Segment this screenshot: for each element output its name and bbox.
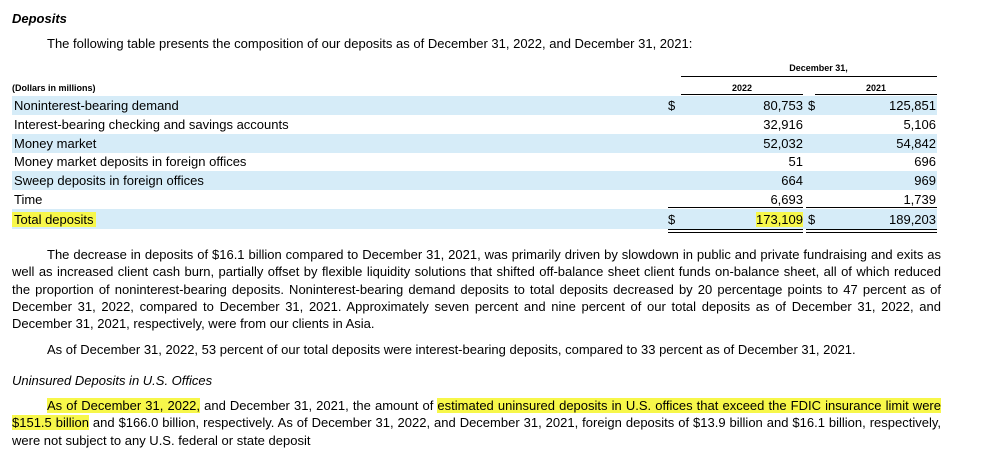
value-2021: 1,739	[903, 192, 936, 207]
subtotal-rule	[668, 207, 803, 208]
highlight-date: As of December 31, 2022,	[47, 398, 201, 413]
value-2021: 969	[914, 173, 936, 188]
row-label: Interest-bearing checking and savings accounts	[14, 117, 289, 132]
value-2021: 5,106	[903, 117, 936, 132]
header-rule	[815, 94, 937, 95]
paragraph-uninsured: As of December 31, 2022, and December 31, 2021, the amount of estimated uninsured deposits in U.S. offices that exceed the FDIC insurance limit were $151.5 billion and $166.0 billion, respectively. As of December 31, 2022, and December 31, 2021, foreign deposits of $13.9 billion and $16.1 billion, respectively, were not subject to any U.S. federal or state deposit	[12, 398, 941, 448]
total-double-rule	[806, 229, 937, 230]
column-header-2021: 2021	[865, 83, 887, 93]
value-2022: 80,753	[763, 98, 803, 113]
table-row	[12, 134, 937, 153]
currency-symbol: $	[668, 98, 676, 113]
subtotal-rule	[806, 207, 937, 208]
total-value-2021: 189,203	[889, 212, 936, 227]
paragraph-deposit-decrease: The decrease in deposits of $16.1 billion compared to December 31, 2021, was primarily driven by slowdown in public and private fundraising and exits as well as increased client cash burn, partially offset by flexible liquidity solutions that shifted off-balance sheet client funds on-balance sheet, all of which reduced the proportion of noninterest-bearing deposits. Noninterest-bearing demand deposits to total deposits decreased by 20 percentage points to 47 percent as of December 31, 2022, compared to December 31, 2021. Approximately seven percent and nine percent of our total deposits as of December 31, 2022, and December 31, 2021, respectively, were from our clients in Asia.	[12, 247, 941, 332]
table-unit-label: (Dollars in millions)	[12, 83, 96, 93]
value-2021: 54,842	[896, 136, 936, 151]
value-2022: 32,916	[763, 117, 803, 132]
currency-symbol: $	[808, 212, 816, 227]
paragraph-interest-bearing: As of December 31, 2022, 53 percent of our total deposits were interest-bearing deposits, compared to 33 percent as of December 31, 2021.	[47, 342, 856, 357]
table-row	[12, 152, 937, 171]
row-label: Money market deposits in foreign offices	[14, 154, 247, 169]
row-label: Noninterest-bearing demand	[14, 98, 179, 113]
section-heading: Deposits	[12, 11, 67, 26]
highlight-uninsured-text: estimated uninsured deposits in U.S. offices that exceed the FDIC insurance limit were	[437, 398, 941, 413]
subheading-uninsured: Uninsured Deposits in U.S. Offices	[12, 373, 213, 388]
header-rule	[681, 94, 803, 95]
total-double-rule	[668, 232, 803, 233]
currency-symbol: $	[808, 98, 816, 113]
intro-text: The following table presents the composition of our deposits as of December 31, 2022, and December 31, 2021:	[47, 36, 693, 51]
total-row	[12, 209, 937, 229]
header-rule	[681, 76, 937, 77]
value-2021: 696	[914, 154, 936, 169]
value-2022: 664	[781, 173, 803, 188]
total-label: Total deposits	[14, 212, 94, 227]
row-label: Sweep deposits in foreign offices	[14, 173, 204, 188]
currency-symbol: $	[668, 212, 676, 227]
table-row	[12, 96, 937, 115]
row-label: Money market	[14, 136, 97, 151]
column-header-2022: 2022	[731, 83, 753, 93]
total-double-rule	[806, 232, 937, 233]
row-label: Time	[14, 192, 43, 207]
value-2021: 125,851	[889, 98, 936, 113]
table-row	[12, 115, 937, 134]
total-double-rule	[668, 229, 803, 230]
value-2022: 52,032	[763, 136, 803, 151]
highlight-amount: $151.5 billion	[12, 415, 89, 431]
table-row	[12, 171, 937, 190]
table-group-header: December 31,	[789, 63, 848, 73]
value-2022: 51	[788, 154, 803, 169]
value-2022: 6,693	[770, 192, 803, 207]
total-value-2022: 173,109	[756, 212, 803, 227]
